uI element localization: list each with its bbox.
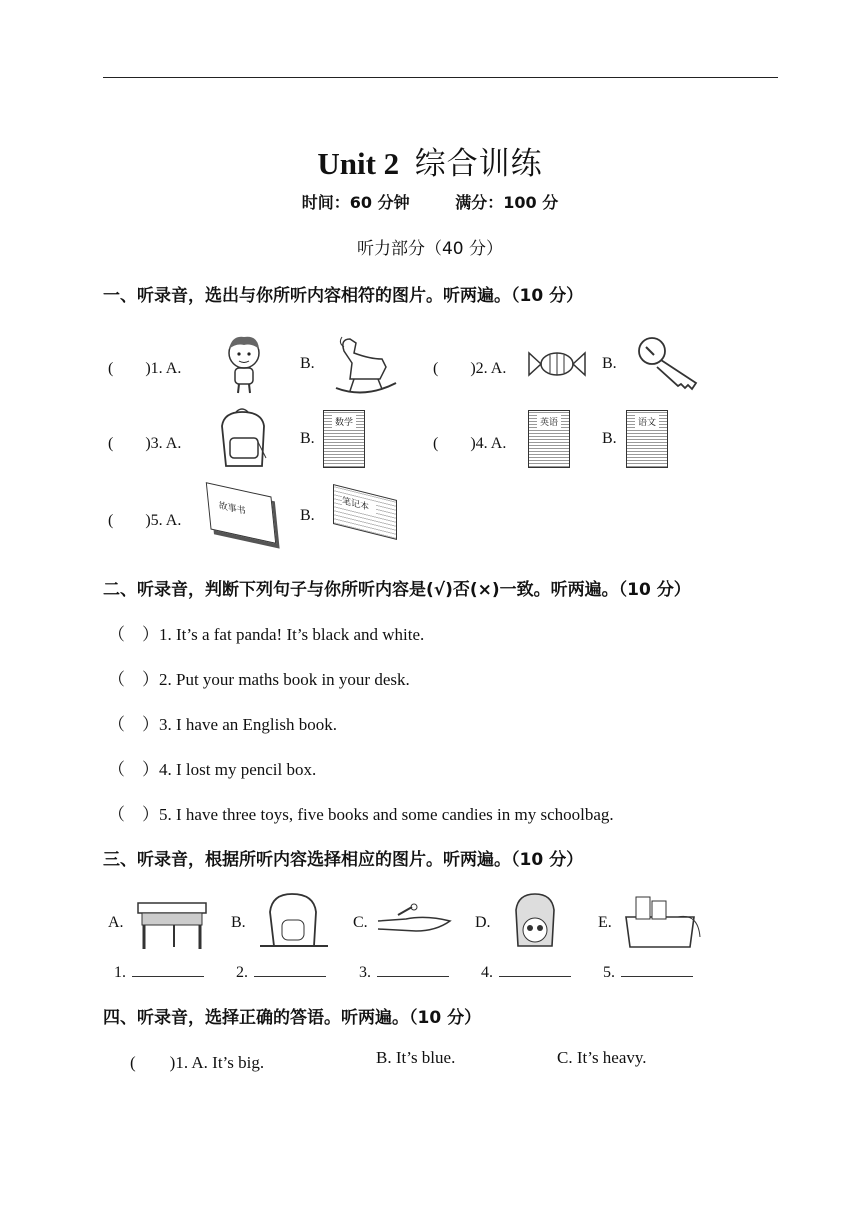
s1-q1-num: ( )1. A.	[108, 360, 182, 377]
s2-item-4: （ ）4. I lost my pencil box.	[108, 760, 317, 779]
s3-blank-1	[114, 962, 204, 982]
s3-opt-a: A.	[108, 914, 124, 931]
hand-with-key-icon	[376, 903, 454, 939]
s1-q2-num: ( )2. A.	[433, 360, 507, 377]
s3-opt-c: C.	[353, 914, 368, 931]
score-label: 满分：100 分	[455, 193, 559, 212]
s3-blank-5	[603, 962, 693, 982]
s3-blank-2	[236, 962, 326, 982]
s3-blank-3	[359, 962, 449, 982]
english-book-icon	[528, 410, 570, 468]
key-icon	[636, 335, 700, 391]
s2-item-1: （ ）1. It’s a fat panda! It’s black and white.	[108, 625, 425, 644]
exam-meta	[0, 190, 860, 213]
maths-book-icon	[323, 410, 365, 468]
maths-book-text: 数学	[332, 415, 356, 428]
answer-blank[interactable]	[621, 962, 693, 977]
schoolbag-icon	[212, 408, 274, 470]
s2-item-2: （ ）2. Put your maths book in your desk.	[108, 670, 410, 689]
s3-blank-4-num: 4.	[481, 964, 493, 981]
s3-blank-1-num: 1.	[114, 964, 126, 981]
s3-opt-d: D.	[475, 914, 491, 931]
s4-q1-a: ( )1. A. It’s big.	[130, 1053, 265, 1072]
answer-blank[interactable]	[377, 962, 449, 977]
section3-heading: 三、听录音，根据所听内容选择相应的图片。听两遍。（10 分）	[103, 850, 584, 870]
storybook-text: 故事书	[218, 500, 247, 518]
time-label: 时间：60 分钟	[301, 193, 410, 212]
english-book-text: 英语	[537, 415, 561, 428]
backpack-icon	[258, 890, 330, 950]
s3-opt-e: E.	[598, 914, 612, 931]
page-title	[0, 138, 860, 183]
s4-q1-b: B. It’s blue.	[376, 1048, 456, 1067]
chinese-book-icon	[626, 410, 668, 468]
chinese-book-text: 语文	[635, 415, 659, 428]
s1-q4-num: ( )4. A.	[433, 435, 507, 452]
s1-q5-b: B.	[300, 507, 315, 524]
answer-blank[interactable]	[132, 962, 204, 977]
title-en: Unit 2	[317, 146, 400, 181]
bag-with-books-icon	[622, 893, 702, 949]
s2-item-5: （ ）5. I have three toys, five books and some candies in my schoolbag.	[108, 805, 614, 824]
s1-q2-b: B.	[602, 355, 617, 372]
s1-q5-num: ( )5. A.	[108, 512, 182, 529]
s1-q3-num: ( )3. A.	[108, 435, 182, 452]
section4-heading: 四、听录音，选择正确的答语。听两遍。（10 分）	[103, 1008, 482, 1028]
title-cn: 综合训练	[414, 146, 543, 182]
s1-q4-b: B.	[602, 430, 617, 447]
panda-bag-icon	[510, 892, 560, 950]
answer-blank[interactable]	[254, 962, 326, 977]
rocking-horse-icon	[330, 333, 400, 395]
s3-blank-4	[481, 962, 571, 982]
section2-heading: 二、听录音，判断下列句子与你所听内容是(√)否(×)一致。听两遍。（10 分）	[103, 580, 691, 600]
s3-blank-5-num: 5.	[603, 964, 615, 981]
notebook-text: 笔记本	[342, 493, 376, 514]
notebook-icon	[333, 484, 397, 540]
boy-icon	[218, 333, 270, 395]
desk-icon	[134, 895, 210, 951]
section1-heading: 一、听录音，选出与你所听内容相符的图片。听两遍。（10 分）	[103, 286, 584, 306]
s3-blank-2-num: 2.	[236, 964, 248, 981]
top-rule	[103, 77, 778, 78]
s1-q3-b: B.	[300, 430, 315, 447]
s1-q1-b: B.	[300, 355, 315, 372]
part-label: 听力部分（40 分）	[356, 239, 504, 259]
s3-opt-b: B.	[231, 914, 246, 931]
s4-q1-c: C. It’s heavy.	[557, 1048, 647, 1067]
storybook-icon	[206, 482, 276, 544]
s2-item-3: （ ）3. I have an English book.	[108, 715, 337, 734]
candy-icon	[526, 347, 588, 381]
answer-blank[interactable]	[499, 962, 571, 977]
s3-blank-3-num: 3.	[359, 964, 371, 981]
